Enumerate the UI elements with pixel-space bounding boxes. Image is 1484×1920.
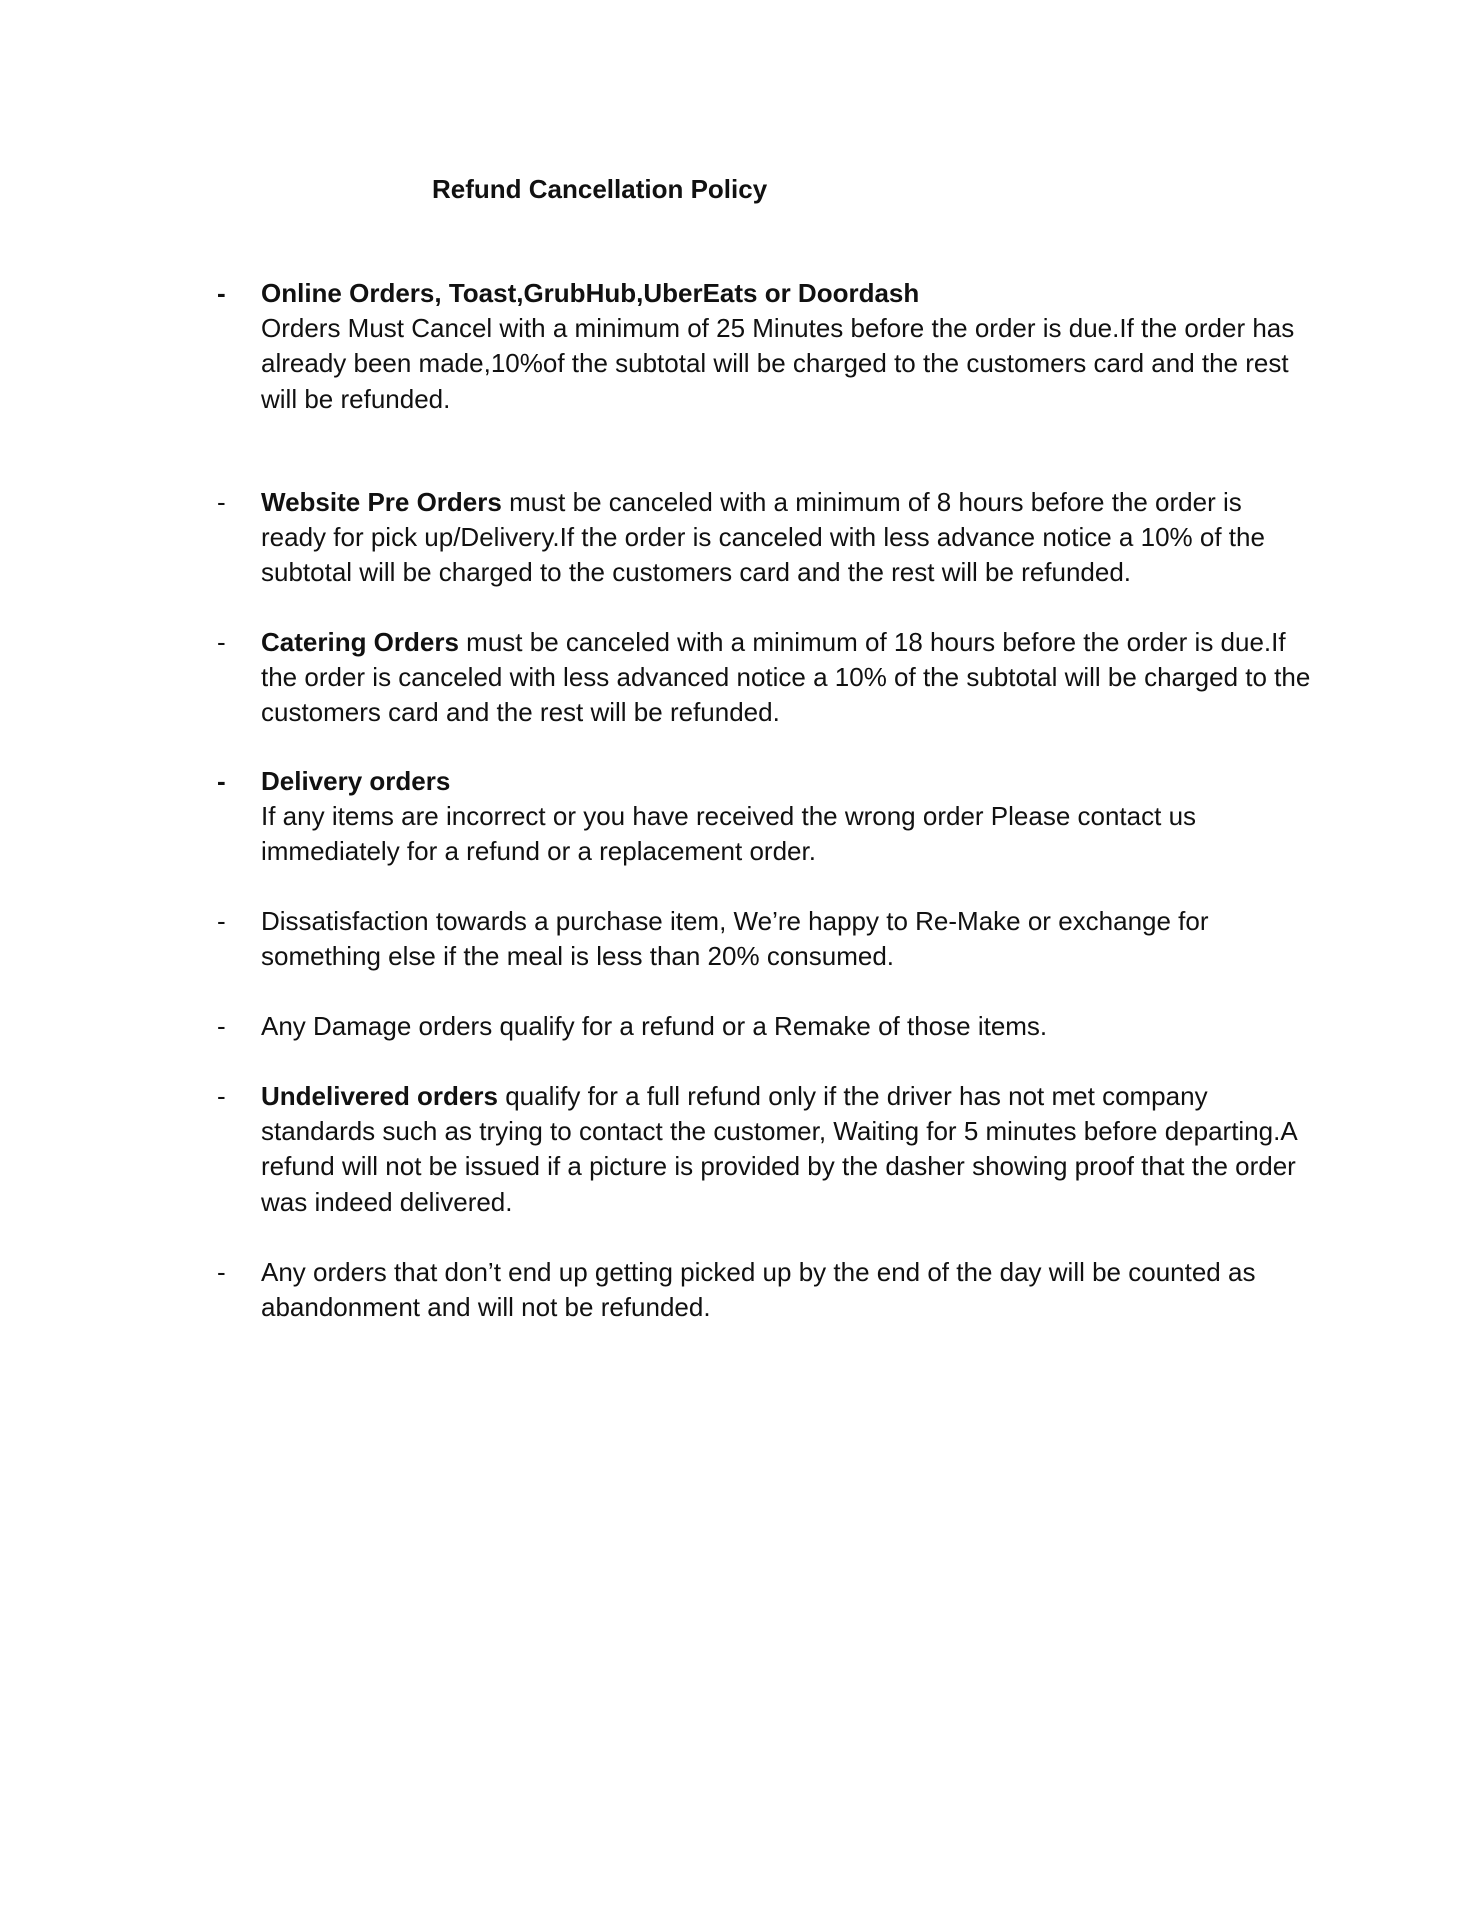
policy-text: Dissatisfaction towards a purchase item, We’re happy to Re-Make or exchange for something else if the meal is less than 20% consumed. xyxy=(261,906,1209,972)
policy-text: Any orders that don’t end up getting picked up by the end of the day will be counted as abandonment and will not be refunded. xyxy=(261,1257,1256,1323)
bullet-dash: - xyxy=(217,906,226,936)
policy-heading: Delivery orders xyxy=(261,766,451,796)
policy-item-content xyxy=(261,276,1311,417)
policy-item-content xyxy=(261,625,1311,731)
bullet-dash: - xyxy=(217,627,226,657)
policy-text: qualify for a full refund only if the driver has not met company standards such as trying to contact the customer, Waiting for 5 minutes before departing.A refund will not be issued if a picture is provided by the dasher showing proof that the order was indeed delivered. xyxy=(261,1081,1297,1217)
policy-text: must be canceled with a minimum of 18 hours before the order is due.If the order is canceled with less advanced notice a 10% of the subtotal will be charged to the customers card and the rest will be refunded. xyxy=(261,627,1311,728)
policy-lead: Undelivered orders xyxy=(261,1081,498,1111)
policy-item-content xyxy=(261,485,1311,591)
page-title: Refund Cancellation Policy xyxy=(432,174,768,204)
policy-item-content xyxy=(261,764,1311,870)
policy-heading: Online Orders, Toast,GrubHub,UberEats or Doordash xyxy=(261,278,920,308)
policy-text: must be canceled with a minimum of 8 hours before the order is ready for pick up/Delivery.If the order is canceled with less advance notice a 10% of the subtotal will be charged to the customers card and the rest will be refunded. xyxy=(261,487,1265,588)
policy-lead: Website Pre Orders xyxy=(261,487,502,517)
bullet-dash: - xyxy=(217,278,226,308)
policy-item-content xyxy=(261,1079,1311,1220)
bullet-dash: - xyxy=(217,1011,226,1041)
bullet-dash: - xyxy=(217,766,226,796)
policy-lead: Catering Orders xyxy=(261,627,459,657)
bullet-dash: - xyxy=(217,487,226,517)
bullet-dash: - xyxy=(217,1081,226,1111)
policy-body: If any items are incorrect or you have received the wrong order Please contact us immediately for a refund or a replacement order. xyxy=(261,801,1197,867)
policy-text: Any Damage orders qualify for a refund or a Remake of those items. xyxy=(261,1011,1048,1041)
policy-body: Orders Must Cancel with a minimum of 25 Minutes before the order is due.If the order has already been made,10%of the subtotal will be charged to the customers card and the rest will be refunded. xyxy=(261,313,1295,414)
bullet-dash: - xyxy=(217,1257,226,1287)
